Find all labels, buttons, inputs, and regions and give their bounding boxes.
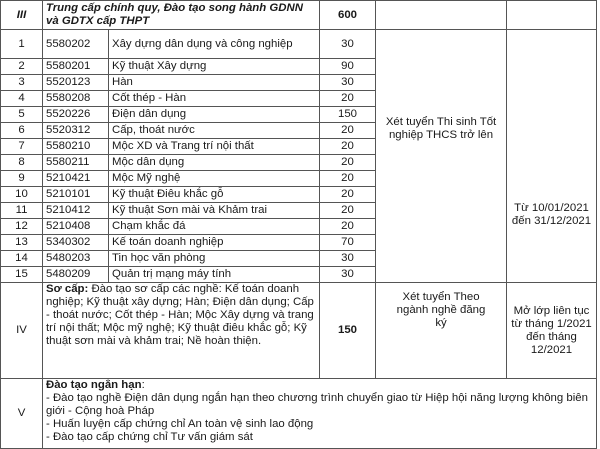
row-number: 5 bbox=[1, 107, 43, 123]
program-name: Chạm khắc đá bbox=[109, 219, 320, 235]
list-item: - Đào tạo cấp chứng chỉ Tư vấn giám sát bbox=[46, 431, 253, 443]
program-name: Mộc XD và Trang trí nội thất bbox=[109, 139, 320, 155]
program-code: 5520226 bbox=[43, 107, 109, 123]
row-number: 11 bbox=[1, 203, 43, 219]
row-number: 4 bbox=[1, 91, 43, 107]
section-4-method: Xét tuyển Theo ngành nghề đăng ký bbox=[376, 283, 507, 379]
program-quota: 30 bbox=[320, 251, 376, 267]
program-quota: 20 bbox=[320, 171, 376, 187]
program-quota: 20 bbox=[320, 91, 376, 107]
list-item: - Đào tạo nghề Điện dân dụng ngắn hạn theo chương trình chuyển giao từ Hiệp hội năng lượng không biên giới - Cộng hoà Pháp bbox=[46, 392, 588, 417]
program-name: Cấp, thoát nước bbox=[109, 123, 320, 139]
program-quota: 20 bbox=[320, 155, 376, 171]
program-name: Kế toán doanh nghiệp bbox=[109, 235, 320, 251]
program-code: 5580201 bbox=[43, 59, 109, 75]
row-number: 13 bbox=[1, 235, 43, 251]
section-4-description bbox=[43, 283, 320, 379]
program-name: Kỹ thuật Xây dựng bbox=[109, 59, 320, 75]
row-number: 9 bbox=[1, 171, 43, 187]
program-name: Xây dựng dân dụng và công nghiệp bbox=[109, 30, 320, 59]
program-code: 5580208 bbox=[43, 91, 109, 107]
row-number: 12 bbox=[1, 219, 43, 235]
section-4-time: Mở lớp liên tục từ tháng 1/2021 đến tháng 12/2021 bbox=[507, 283, 597, 379]
admission-period: Từ 10/01/2021 đến 31/12/2021 bbox=[507, 30, 597, 283]
program-quota: 30 bbox=[320, 75, 376, 91]
program-name: Mộc Mỹ nghệ bbox=[109, 171, 320, 187]
list-item: - Huấn luyện cấp chứng chỉ An toàn vệ sinh lao động bbox=[46, 418, 314, 430]
program-code: 5210421 bbox=[43, 171, 109, 187]
program-code: 5480209 bbox=[43, 267, 109, 283]
row-number: 2 bbox=[1, 59, 43, 75]
program-quota: 30 bbox=[320, 30, 376, 59]
row-number: 1 bbox=[1, 30, 43, 59]
section-5-roman: V bbox=[1, 379, 43, 449]
program-code: 5520312 bbox=[43, 123, 109, 139]
program-quota: 30 bbox=[320, 267, 376, 283]
program-code: 5210101 bbox=[43, 187, 109, 203]
program-quota: 20 bbox=[320, 219, 376, 235]
row-number: 15 bbox=[1, 267, 43, 283]
section-4-text: Đào tạo sơ cấp các nghề: Kế toán doanh nghiệp; Kỹ thuật xây dựng; Hàn; Điện dân dụng; Cấp - thoát nước; Cốt thép - Hàn; Mộc Xây dựng và trang trí nội thất; Mộc mỹ nghệ; Kỹ thuật điêu khắc gỗ; Kỹ thuật sơn mài và khảm trai; Nề hoàn thiện. bbox=[46, 283, 314, 347]
program-code: 5580211 bbox=[43, 155, 109, 171]
program-quota: 90 bbox=[320, 59, 376, 75]
table-row bbox=[1, 30, 597, 59]
empty-cell bbox=[507, 1, 597, 30]
program-code: 5210412 bbox=[43, 203, 109, 219]
row-number: 7 bbox=[1, 139, 43, 155]
program-code: 5580210 bbox=[43, 139, 109, 155]
program-name: Kỹ thuật Sơn mài và Khảm trai bbox=[109, 203, 320, 219]
section-5-content bbox=[43, 379, 597, 449]
section-4-heading: Sơ cấp: bbox=[46, 283, 89, 295]
row-number: 10 bbox=[1, 187, 43, 203]
admission-method: Xét tuyển Thi sinh Tốt nghiệp THCS trở lên bbox=[376, 30, 507, 283]
program-quota: 20 bbox=[320, 203, 376, 219]
program-name: Kỹ thuật Điêu khắc gỗ bbox=[109, 187, 320, 203]
row-number: 6 bbox=[1, 123, 43, 139]
row-number: 8 bbox=[1, 155, 43, 171]
program-quota: 150 bbox=[320, 107, 376, 123]
program-code: 5340302 bbox=[43, 235, 109, 251]
program-name: Mộc dân dụng bbox=[109, 155, 320, 171]
row-number: 14 bbox=[1, 251, 43, 267]
section-4-roman: IV bbox=[1, 283, 43, 379]
section-3-header-row bbox=[1, 1, 597, 30]
section-5-row bbox=[1, 379, 597, 449]
section-5-list bbox=[46, 392, 593, 444]
section-3-total: 600 bbox=[320, 1, 376, 30]
row-number: 3 bbox=[1, 75, 43, 91]
program-code: 5210408 bbox=[43, 219, 109, 235]
program-code: 5480203 bbox=[43, 251, 109, 267]
section-5-heading: Đào tạo ngắn hạn: bbox=[46, 379, 145, 391]
program-name: Quản trị mạng máy tính bbox=[109, 267, 320, 283]
empty-cell bbox=[376, 1, 507, 30]
program-name: Cốt thép - Hàn bbox=[109, 91, 320, 107]
program-quota: 20 bbox=[320, 187, 376, 203]
section-3-roman: III bbox=[1, 1, 43, 30]
program-code: 5580202 bbox=[43, 30, 109, 59]
program-quota: 20 bbox=[320, 139, 376, 155]
program-quota: 20 bbox=[320, 123, 376, 139]
program-quota: 70 bbox=[320, 235, 376, 251]
program-name: Hàn bbox=[109, 75, 320, 91]
program-name: Điện dân dụng bbox=[109, 107, 320, 123]
section-3-title: Trung cấp chính quy, Đào tạo song hành GDNN và GDTX cấp THPT bbox=[43, 1, 320, 30]
section-4-total: 150 bbox=[320, 283, 376, 379]
section-4-row bbox=[1, 283, 597, 379]
program-code: 5520123 bbox=[43, 75, 109, 91]
program-name: Tin học văn phòng bbox=[109, 251, 320, 267]
